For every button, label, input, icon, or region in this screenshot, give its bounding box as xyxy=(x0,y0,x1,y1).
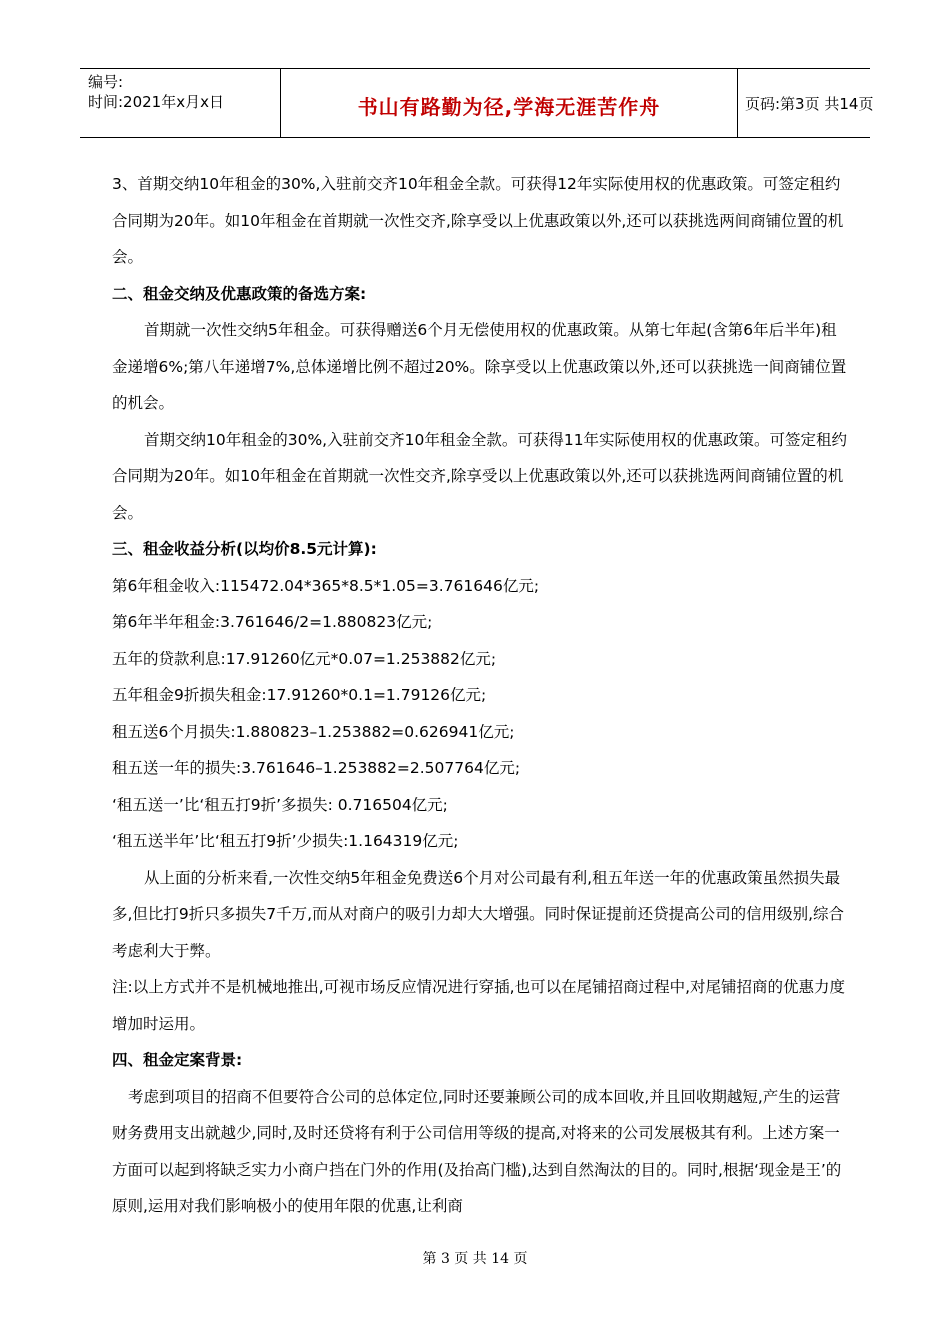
document-number-label: 编号: xyxy=(88,73,124,91)
calc-line: 租五送一年的损失:3.761646–1.253882=2.507764亿元; xyxy=(112,759,521,777)
header-motto-cell xyxy=(280,69,738,137)
calc-line: 五年租金9折损失租金:17.91260*0.1=1.79126亿元; xyxy=(112,686,487,704)
calc-line: ‘租五送一’比‘租五打9折’多损失: 0.716504亿元; xyxy=(112,795,448,814)
header-meta-cell xyxy=(80,69,280,137)
calc-line: ‘租五送半年’比‘租五打9折’少损失:1.164319亿元; xyxy=(112,832,459,850)
section-heading-3: 三、租金收益分析(以均价8.5元计算): xyxy=(112,540,377,558)
paragraph-alt-plan-a: 首期就一次性交纳5年租金。可获得赠送6个月无偿使用权的优惠政策。从第七年起(含第6年后半年)租金递增6%;第八年递增7%,总体递增比例不超过20%。除享受以上优惠政策以外,还可以获挑选一间商铺位置的机会。 xyxy=(112,321,847,412)
page-footer: 第 3 页 共 14 页 xyxy=(422,1251,528,1267)
paragraph-background: 考虑到项目的招商不但要符合公司的总体定位,同时还要兼顾公司的成本回收,并且回收期越短,产生的运营财务费用支出就越少,同时,及时还贷将有利于公司信用等级的提高,对将来的公司发展极其有利。上述方案一方面可以起到将缺乏实力小商户挡在门外的作用(及抬高门槛),达到自然淘汰的目的。同时,根据‘现金是王’的原则,运用对我们影响极小的使用年限的优惠,让利商 xyxy=(112,1087,842,1215)
calc-line: 五年的贷款利息:17.91260亿元*0.07=1.253882亿元; xyxy=(112,649,497,668)
calc-line: 第6年租金收入:115472.04*365*8.5*1.05=3.761646亿元; xyxy=(112,576,540,595)
paragraph-option-3: 3、首期交纳10年租金的30%,入驻前交齐10年租金全款。可获得12年实际使用权的优惠政策。可签定租约合同期为20年。如10年租金在首期就一次性交齐,除享受以上优惠政策以外,还可以获挑选两间商铺位置的机会。 xyxy=(112,175,844,266)
document-date-label: 时间:2021年x月x日 xyxy=(88,93,224,111)
paragraph-analysis-conclusion: 从上面的分析来看,一次性交纳5年租金免费送6个月对公司最有利,租五年送一年的优惠政策虽然损失最多,但比打9折只多损失7千万,而从对商户的吸引力却大大增强。同时保证提前还贷提高公司的信用级别,综合考虑利大于弊。 xyxy=(112,868,845,960)
section-heading-4: 四、租金定案背景: xyxy=(112,1051,243,1069)
section-heading-2: 二、租金交纳及优惠政策的备选方案: xyxy=(112,284,367,303)
header-motto: 书山有路勤为径,学海无涯苦作舟 xyxy=(357,95,661,119)
calc-line: 租五送6个月损失:1.880823–1.253882=0.626941亿元; xyxy=(112,722,515,741)
header-page-cell xyxy=(737,69,874,137)
paragraph-alt-plan-b: 首期交纳10年租金的30%,入驻前交齐10年租金全款。可获得11年实际使用权的优惠政策。可签定租约合同期为20年。如10年租金在首期就一次性交齐,除享受以上优惠政策以外,还可以获挑选两间商铺位置的机会。 xyxy=(112,430,848,522)
calc-line: 第6年半年租金:3.761646/2=1.880823亿元; xyxy=(112,613,433,631)
paragraph-note: 注:以上方式并不是机械地推出,可视市场反应情况进行穿插,也可以在尾铺招商过程中,对尾铺招商的优惠力度增加时运用。 xyxy=(112,978,846,1033)
header-page-info: 页码:第3页 共14页 xyxy=(745,95,874,113)
document-body xyxy=(112,166,852,1225)
page-header xyxy=(80,68,874,138)
